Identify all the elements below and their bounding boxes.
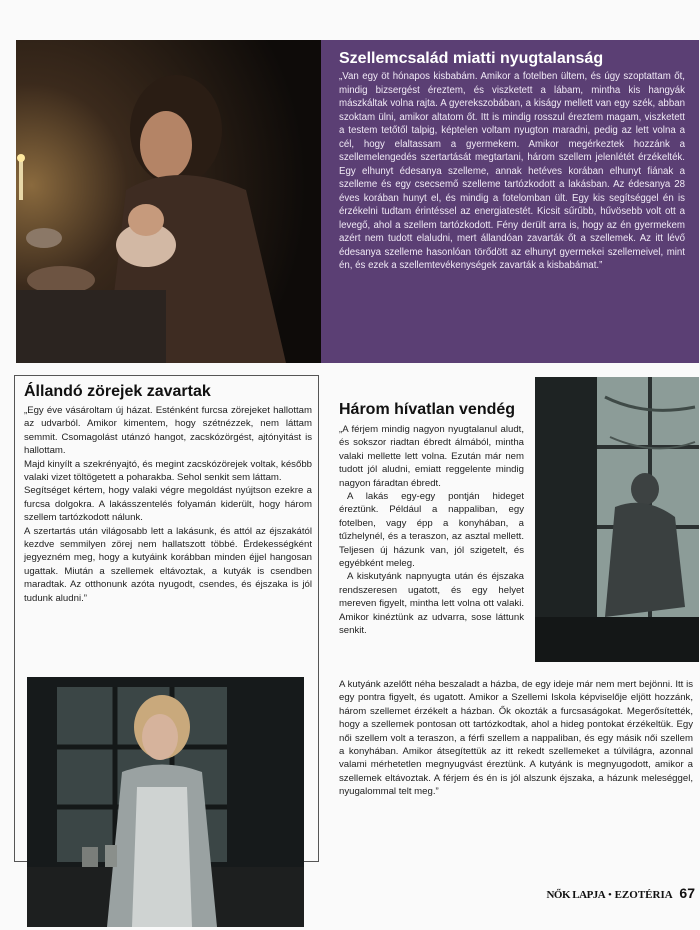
article-paragraph: „Van egy öt hónapos kisbabám. Amikor a fotelben ültem, és úgy szoptattam őt, mindig bizsergést éreztem, és viszketett a lábam, mintha kis hangyák mászkáltak volna rajta. A gyerekszobában, a kiságy mellett van egy szék, abban szoktam ülni, amikor altatom őt. Itt is mindig rosszul éreztem magam, viszketett a testem tetőtől talpig, képtelen voltam nyugton maradni, pedig az lett volna a cél, hogy elaltassam a gyermekem. Amikor megérkeztek hozzánk a szellemelengedés szertartását megtartani, három szellem jelenlétét érzékelték. Egy elhunyt édesanya szelleme, annak hetéves korában elhunyt fiának a szelleme és egy csecsemő szelleme tartózkodott a lakásban. Az édesanya 28 éves korában hunyt el, és mindig a fotelomban ült. Egy kis segítséggel én is érzékelni tudtam érintéssel az energiatestét. Kicsit sűrűbb, hűvösebb volt ott a levegő, ahol a szellem tartózkodott. Fény derült arra is, hogy az én gyermekem azért nem tudott elaludni, mert állandóan zavarták őt a szellemek. Az itt lévő édesanya szelleme hasonlóan törődött az elhunyt gyermekei szellemeivel, mint én, és ezek a szellemtevékenységek zavarták a kisbabámat.” — [339, 71, 685, 271]
mother-baby-photo — [16, 40, 321, 363]
article-paragraph: Majd kinyílt a szekrényajtó, és megint zacskózörejek voltak, később valaki vizet töltögetett a poharakba. Sehol senkit sem láttam. — [24, 458, 312, 484]
magazine-name: NŐK LAPJA — [546, 889, 606, 901]
man-window-photo — [535, 377, 699, 662]
article-paragraph: A szertartás után világosabb lett a lakásunk, és attól az éjszakától kezdve semmilyen zörej nem hallatszott többé. Érdekességként jegyezném meg, hogy a kutyáink korábban minden éjjel hangosan ugattak. Miután a szellemek eltávoztak, a kutyák is csendben maradtak. Az otthonunk azóta nyugodt, csendes, és éjszaka is jól tudunk aludni.” — [24, 525, 312, 604]
girl-window-photo — [27, 677, 304, 927]
article-paragraph: „A férjem mindig nagyon nyugtalanul aludt, és sokszor riadtan ébredt álmából, mintha valaki mellette lett volna. Ezután már nem tudott jól aludni, emiatt reggelente mindig nagyon fáradtan ébredt. — [339, 424, 524, 489]
section-name: EZOTÉRIA — [614, 889, 673, 901]
page-number: 67 — [679, 885, 695, 901]
article-paragraph: „Egy éve vásároltam új házat. Esténként furcsa zörejeket hallottam az udvarból. Amikor kimentem, hogy szétnézzek, nem láttam semmit. Csomagolást utánzó hangot, zacskózörgést, ajtónyitást is hallottam. — [24, 405, 312, 457]
article-title: Szellemcsalád miatti nyugtalanság — [339, 50, 604, 67]
article-paragraph: A kiskutyánk napnyugta után és éjszaka rendszeresen ugatott, és egy helyet mereven figyelt, mintha lett volna ott valaki. Amikor kinéztünk az udvarra, sose láttunk senkit. — [339, 571, 524, 637]
article-paragraph: A lakás egy-egy pontján hideget éreztünk. Például a nappaliban, egy fotelben, vagy épp a konyhában, a tűzhelynél, és a teraszon, az asztal mellett. Teljesen új házunk van, jól szigetelt, és egyébként meleg. — [339, 491, 524, 570]
article-title: Három hívatlan vendég — [339, 401, 516, 418]
article-title: Állandó zörejek zavartak — [24, 383, 211, 400]
article-box-spirit-family — [321, 40, 699, 363]
article-paragraph: Segítséget kértem, hogy valaki végre megoldást nyújtson ezekre a furcsa dolgokra. A lakásszentelés folyamán kiderült, hogy három szellem tartózkodott nálunk. — [24, 485, 312, 524]
footer-separator: • — [607, 889, 612, 901]
article-paragraph: A kutyánk azelőtt néha beszaladt a házba, de egy ideje már nem mert bejönni. Itt is egy pontra figyelt, és ugatott. Amikor a Szellemi Iskola képviselője eljött hozzánk, három szellemet érzékelt a házban. Ők okozták a furcsaságokat. Megerősítették, hogy a szellemek pontosan ott tartózkodtak, ahol a hideg pontokat érzékeltük. Egy női szellem volt a teraszon, a férfi szellem a nappaliban, és egy másik női szellem a konyhában. Amikor átsegítettük az itt rekedt szellemeket a túlvilágra, azonnal valami mérhetetlen megnyugvást éreztünk. A kutyánk is megnyugodott, amikor a szellemek eltávoztak. A férjem és én is jól alszunk éjszaka, a házunk meleséggel, nyugalommal telt meg.” — [339, 679, 693, 798]
page-footer — [510, 885, 695, 901]
